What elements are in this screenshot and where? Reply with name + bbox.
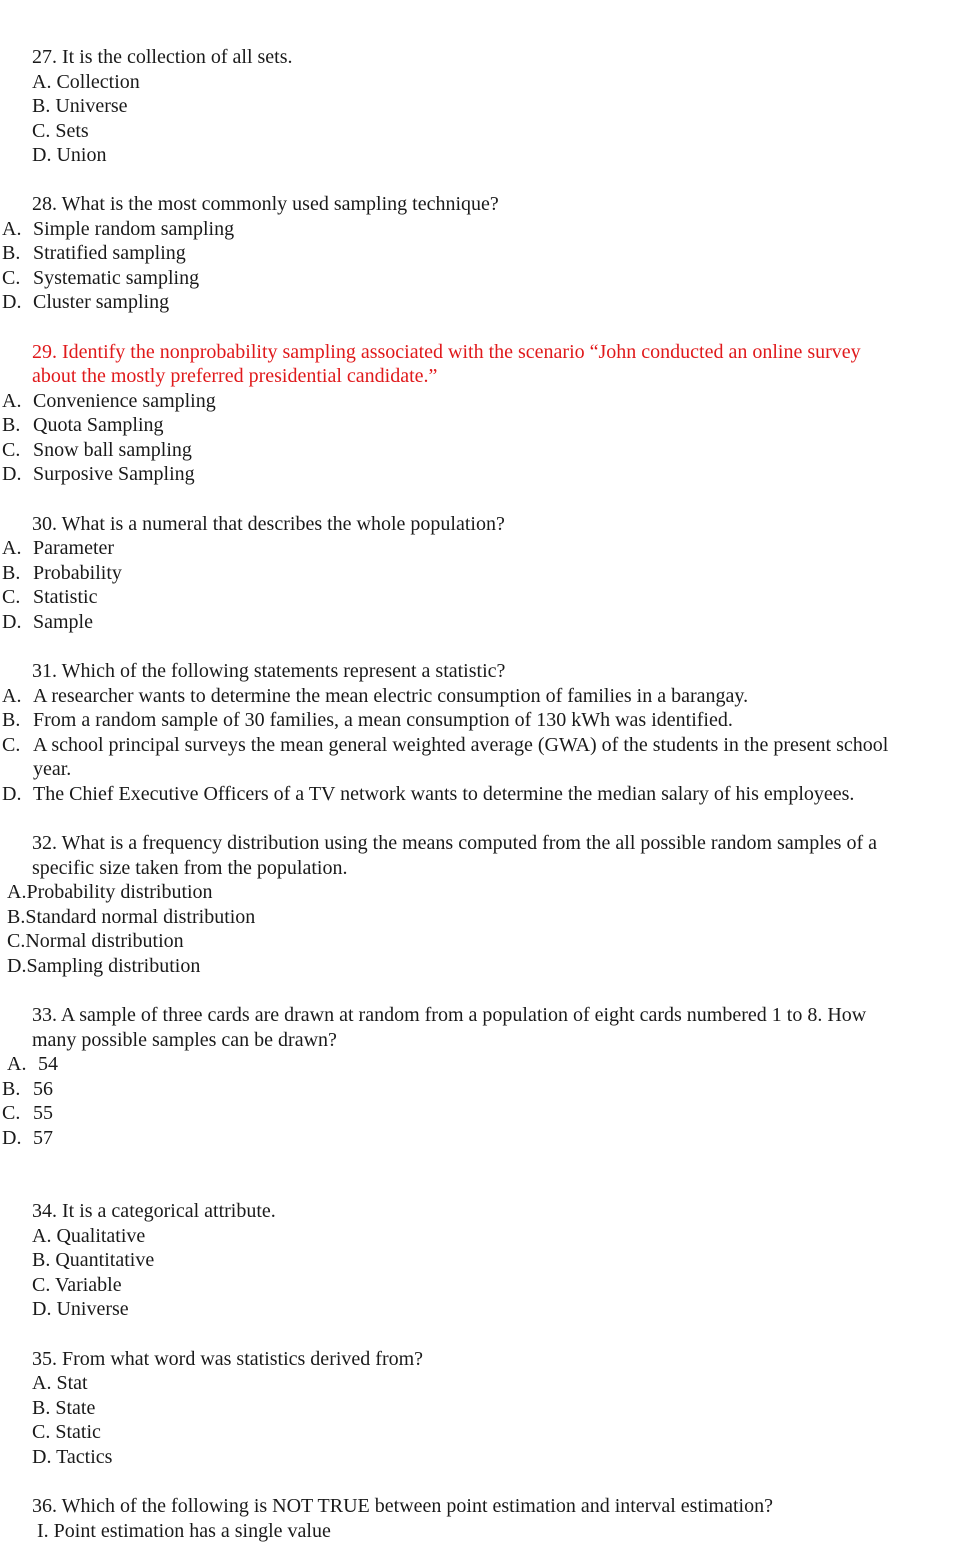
question-33-option-a xyxy=(7,1052,58,1076)
question-27-option-a: A. Collection xyxy=(32,71,140,93)
question-27-option-d: D. Union xyxy=(32,144,107,166)
option-letter: A. xyxy=(2,390,22,412)
question-30-option-c xyxy=(2,585,97,609)
question-35-option-b: B. State xyxy=(32,1397,96,1419)
question-27-option-c: C. Sets xyxy=(32,120,89,142)
option-letter: C. xyxy=(2,1102,21,1124)
option-letter: B. xyxy=(2,414,21,436)
option-letter: D. xyxy=(2,1127,22,1149)
question-27-option-b: B. Universe xyxy=(32,95,128,117)
option-letter: C. xyxy=(2,586,21,608)
option-text: Systematic sampling xyxy=(33,267,200,289)
option-letter: A. xyxy=(2,537,22,559)
question-30-stem: 30. What is a numeral that describes the whole population? xyxy=(32,513,505,535)
question-28-option-d xyxy=(2,290,169,314)
question-29-option-d xyxy=(2,462,195,486)
question-28-option-c xyxy=(2,266,199,290)
question-31-option-b xyxy=(2,708,733,732)
option-text: From a random sample of 30 families, a mean consumption of 130 kWh was identified. xyxy=(33,709,733,731)
option-letter: C. xyxy=(2,734,21,756)
option-text: The Chief Executive Officers of a TV network wants to determine the median salary of his employees. xyxy=(33,783,855,805)
question-29-option-a xyxy=(2,389,216,413)
question-32-option-a: A.Probability distribution xyxy=(7,881,213,903)
question-28-option-b xyxy=(2,241,186,265)
option-text: Probability xyxy=(33,562,122,584)
question-31-stem: 31. Which of the following statements represent a statistic? xyxy=(32,660,506,682)
question-32-stem-line-1: 32. What is a frequency distribution using the means computed from the all possible random samples of a xyxy=(32,832,877,854)
question-32-option-b: B.Standard normal distribution xyxy=(7,906,256,928)
option-letter: D. xyxy=(2,783,22,805)
question-33-option-c xyxy=(2,1101,53,1125)
option-letter: A. xyxy=(2,218,22,240)
question-29-option-b xyxy=(2,413,164,437)
question-34-stem: 34. It is a categorical attribute. xyxy=(32,1200,276,1222)
option-letter: B. xyxy=(2,1078,21,1100)
question-31-option-d xyxy=(2,782,854,806)
question-33-option-b xyxy=(2,1077,53,1101)
question-28-stem: 28. What is the most commonly used sampling technique? xyxy=(32,193,499,215)
question-29-stem-line-2: about the mostly preferred presidential candidate.” xyxy=(32,365,438,387)
option-text: Snow ball sampling xyxy=(33,439,192,461)
question-27-stem: 27. It is the collection of all sets. xyxy=(32,46,293,68)
option-letter: C. xyxy=(2,267,21,289)
question-32-stem-line-2: specific size taken from the population. xyxy=(32,857,348,879)
option-text: Stratified sampling xyxy=(33,242,186,264)
option-text: A researcher wants to determine the mean electric consumption of families in a barangay. xyxy=(33,685,749,707)
option-text: Simple random sampling xyxy=(33,218,235,240)
question-33-stem-line-2: many possible samples can be drawn? xyxy=(32,1029,337,1051)
option-text: Cluster sampling xyxy=(33,291,170,313)
question-33-option-d xyxy=(2,1126,53,1150)
option-letter: A. xyxy=(2,685,22,707)
question-36-statement-i: I. Point estimation has a single value xyxy=(37,1520,331,1542)
option-text: Sample xyxy=(33,611,93,633)
option-text: A school principal surveys the mean general weighted average (GWA) of the students in the present school xyxy=(33,734,889,756)
question-28-option-a xyxy=(2,217,234,241)
question-35-option-d: D. Tactics xyxy=(32,1446,113,1468)
question-34-option-c: C. Variable xyxy=(32,1274,122,1296)
option-text: Surposive Sampling xyxy=(33,463,195,485)
question-34-option-d: D. Universe xyxy=(32,1298,129,1320)
question-35-option-a: A. Stat xyxy=(32,1372,88,1394)
option-letter: B. xyxy=(2,562,21,584)
option-text: 54 xyxy=(38,1053,58,1075)
option-letter: D. xyxy=(2,291,22,313)
question-30-option-b xyxy=(2,561,122,585)
option-letter: D. xyxy=(2,611,22,633)
option-letter: C. xyxy=(2,439,21,461)
question-33-stem-line-1: 33. A sample of three cards are drawn at random from a population of eight cards numbered 1 to 8. How xyxy=(32,1004,867,1026)
question-29-option-c xyxy=(2,438,192,462)
question-36-stem: 36. Which of the following is NOT TRUE between point estimation and interval estimation? xyxy=(32,1495,773,1517)
option-text: Parameter xyxy=(33,537,115,559)
option-text: 56 xyxy=(33,1078,53,1100)
option-letter: A. xyxy=(7,1053,27,1075)
question-35-stem: 35. From what word was statistics derived from? xyxy=(32,1348,424,1370)
option-text: Convenience sampling xyxy=(33,390,216,412)
option-letter: D. xyxy=(2,463,22,485)
question-32-option-d: D.Sampling distribution xyxy=(7,955,201,977)
question-30-option-d xyxy=(2,610,93,634)
option-letter: B. xyxy=(2,709,21,731)
question-29-stem-line-1: 29. Identify the nonprobability sampling associated with the scenario “John conducted an online survey xyxy=(32,341,861,363)
question-34-option-a: A. Qualitative xyxy=(32,1225,146,1247)
question-31-option-a xyxy=(2,684,748,708)
question-35-option-c: C. Static xyxy=(32,1421,101,1443)
option-text: 55 xyxy=(33,1102,53,1124)
option-text: Statistic xyxy=(33,586,98,608)
question-31-option-c xyxy=(2,733,888,757)
question-31-option-c-continuation: year. xyxy=(33,758,72,780)
option-text: 57 xyxy=(33,1127,53,1149)
option-text: Quota Sampling xyxy=(33,414,164,436)
option-letter: B. xyxy=(2,242,21,264)
question-32-option-c: C.Normal distribution xyxy=(7,930,184,952)
question-34-option-b: B. Quantitative xyxy=(32,1249,155,1271)
question-30-option-a xyxy=(2,536,114,560)
